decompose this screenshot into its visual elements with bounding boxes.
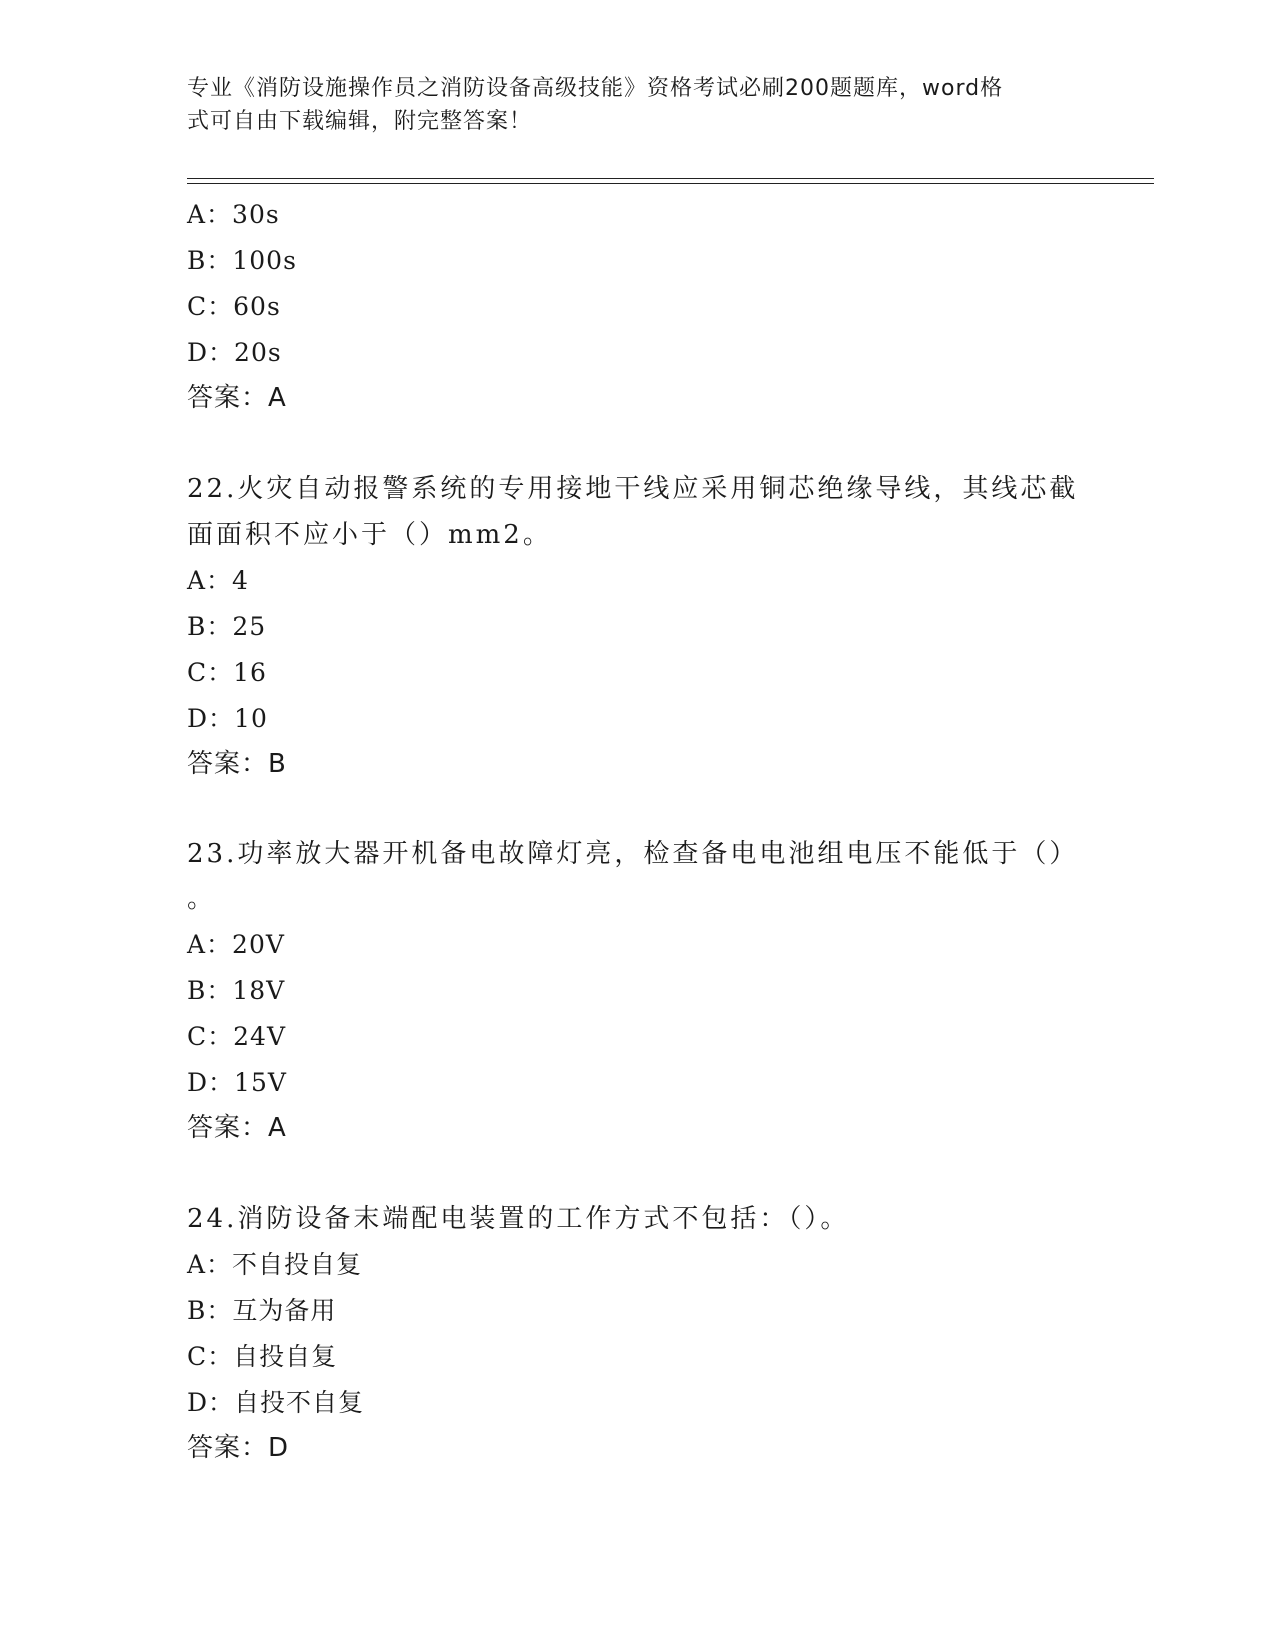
option-c: C：自投自复	[187, 1342, 338, 1371]
question-text-line-1: 24.消防设备末端配电装置的工作方式不包括：（）。	[187, 1204, 850, 1234]
option-a: A：30s	[187, 200, 280, 229]
question-text-line-2: 面面积不应小于（）mm2。	[187, 520, 552, 550]
answer: 答案：D	[187, 1433, 290, 1463]
question-text	[187, 466, 1082, 558]
question-text	[187, 832, 1082, 922]
question-text-line-1: 23.功率放大器开机备电故障灯亮，检查备电电池组电压不能低于（）	[187, 839, 1079, 869]
option-d: D：10	[187, 704, 268, 733]
header-line-2: 式可自由下载编辑，附完整答案！	[187, 109, 533, 134]
question-24	[187, 1196, 1087, 1470]
option-b: B：25	[187, 612, 267, 641]
option-d: D：20s	[187, 338, 282, 367]
answer: 答案：A	[187, 383, 287, 413]
question-text-line-2: 。	[187, 884, 217, 914]
question-22	[187, 466, 1087, 786]
document-header	[187, 72, 1067, 138]
option-b: B：100s	[187, 246, 297, 275]
option-a: A：不自投自复	[187, 1250, 363, 1279]
option-d: D：15V	[187, 1068, 287, 1097]
question-21-continuation	[187, 192, 1087, 420]
question-text	[187, 1196, 1082, 1242]
header-rule-bottom	[187, 183, 1154, 184]
header-line-1: 专业《消防设施操作员之消防设备高级技能》资格考试必刷200题题库，word格	[187, 76, 1004, 101]
question-text-line-1: 22.火灾自动报警系统的专用接地干线应采用铜芯绝缘导线，其线芯截	[187, 474, 1079, 504]
option-d: D：自投不自复	[187, 1388, 365, 1417]
option-c: C：60s	[187, 292, 281, 321]
option-a: A：20V	[187, 930, 285, 959]
option-c: C：24V	[187, 1022, 286, 1051]
option-b: B：18V	[187, 976, 286, 1005]
answer: 答案：B	[187, 749, 287, 779]
question-23	[187, 832, 1087, 1150]
option-a: A：4	[187, 566, 249, 595]
header-rule-top	[187, 178, 1154, 179]
question-content	[187, 192, 1087, 1470]
option-c: C：16	[187, 658, 267, 687]
answer: 答案：A	[187, 1113, 287, 1143]
option-b: B：互为备用	[187, 1296, 337, 1325]
